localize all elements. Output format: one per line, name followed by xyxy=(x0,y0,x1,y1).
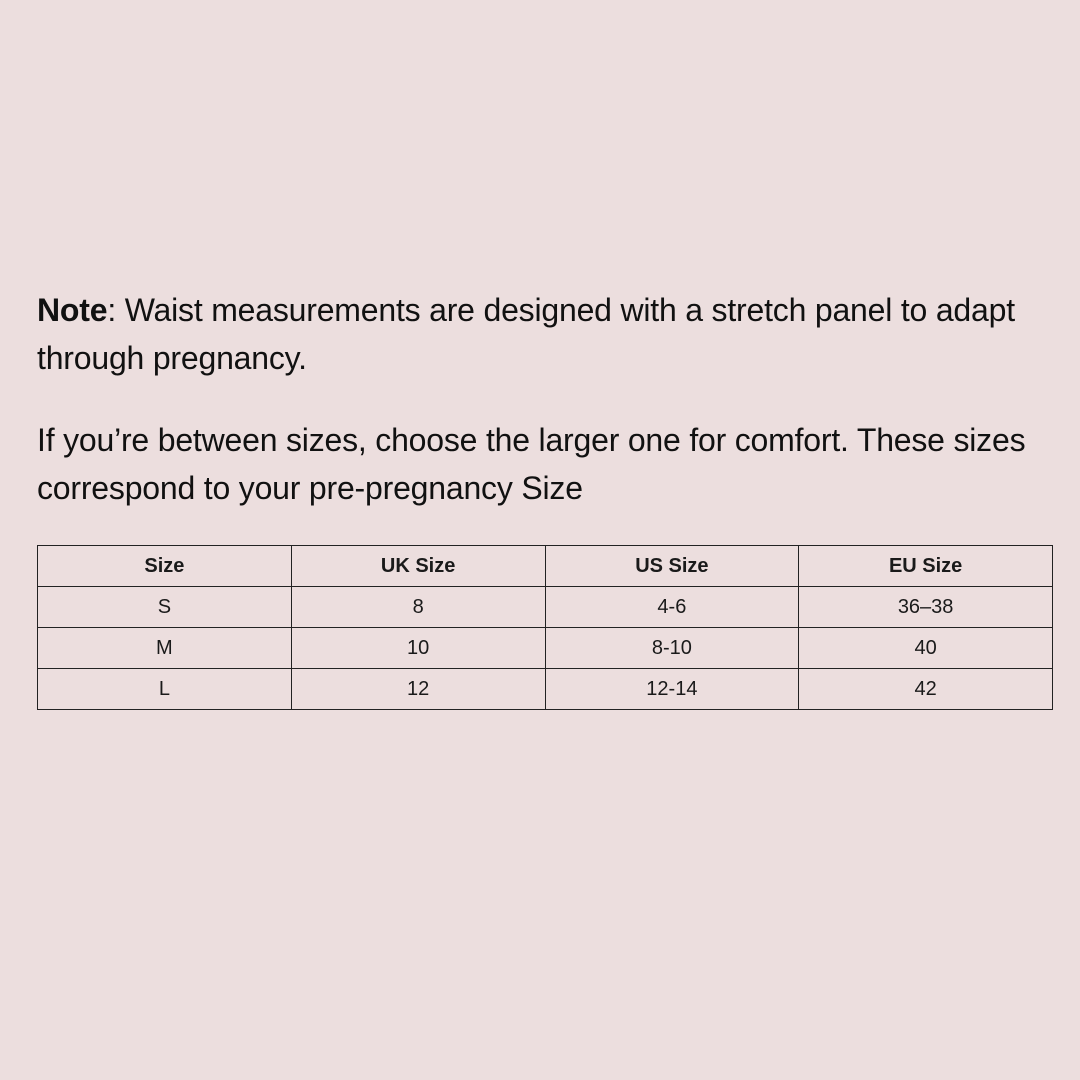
cell-eu-size: 40 xyxy=(799,628,1053,669)
cell-us-size: 12-14 xyxy=(545,669,799,710)
table-row xyxy=(38,628,1053,669)
cell-size: S xyxy=(38,587,292,628)
header-size: Size xyxy=(38,546,292,587)
size-guide-text xyxy=(37,286,1053,512)
table-row xyxy=(38,669,1053,710)
cell-size: L xyxy=(38,669,292,710)
cell-uk-size: 12 xyxy=(291,669,545,710)
note-text: : Waist measurements are designed with a stretch panel to adapt through pregnancy. xyxy=(37,292,1015,376)
table-header-row xyxy=(38,546,1053,587)
cell-eu-size: 36–38 xyxy=(799,587,1053,628)
cell-eu-size: 42 xyxy=(799,669,1053,710)
header-uk-size: UK Size xyxy=(291,546,545,587)
header-us-size: US Size xyxy=(545,546,799,587)
cell-us-size: 4-6 xyxy=(545,587,799,628)
advice-paragraph: If you’re between sizes, choose the larger one for comfort. These sizes correspond to your pre-pregnancy Size xyxy=(37,422,1026,506)
cell-uk-size: 10 xyxy=(291,628,545,669)
header-eu-size: EU Size xyxy=(799,546,1053,587)
size-conversion-table xyxy=(37,545,1053,710)
note-label: Note xyxy=(37,292,108,328)
table-row xyxy=(38,587,1053,628)
cell-size: M xyxy=(38,628,292,669)
note-paragraph xyxy=(37,286,1053,382)
cell-uk-size: 8 xyxy=(291,587,545,628)
cell-us-size: 8-10 xyxy=(545,628,799,669)
